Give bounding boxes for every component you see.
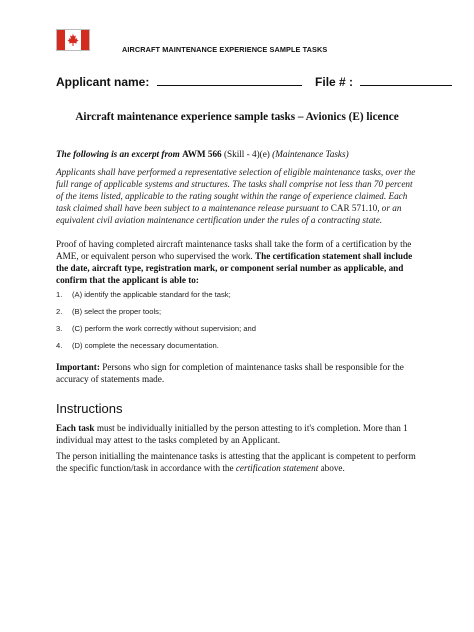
instructions-heading: Instructions: [56, 401, 123, 416]
excerpt-line: [56, 148, 418, 160]
file-number-label: File # :: [315, 75, 354, 89]
list-item: 2. (B) select the proper tools;: [56, 307, 162, 316]
allowance-text-1: Applicants shall have performed a representative selection of eligible maintenance tasks, over the full range of applicable systems and structures. The tasks shall comprise not less than 70 percent of the items listed, applicable to the rating sought within the range of experience claimed. Each task claimed shall have been subject to a maintenance release pursuant to: [56, 167, 416, 213]
excerpt-skill: (Skill - 4)(e): [223, 149, 270, 159]
header-title: AIRCRAFT MAINTENANCE EXPERIENCE SAMPLE TASKS: [122, 45, 328, 54]
file-number-field[interactable]: [360, 74, 452, 86]
list-item: 1. (A) identify the applicable standard for the task;: [56, 290, 231, 299]
important-label: Important:: [56, 362, 100, 372]
important-paragraph: [56, 361, 418, 385]
each-task-paragraph: [56, 422, 418, 446]
each-task-label: Each task: [56, 423, 95, 433]
list-item: 3. (C) perform the work correctly without supervision; and: [56, 324, 257, 333]
excerpt-ref: AWM 566: [182, 149, 222, 159]
list-item: 4. (D) complete the necessary documentation.: [56, 341, 219, 350]
document-title: Aircraft maintenance experience sample tasks – Avionics (E) licence: [75, 111, 399, 123]
initialling-text-1: The person initialling the maintenance tasks is attesting that the applicant is competent to perform the specific function/task in accordance with the: [56, 451, 416, 473]
excerpt-lead: The following is an excerpt from: [56, 149, 180, 159]
initialling-text-2: above.: [320, 463, 345, 473]
initialling-paragraph: [56, 450, 418, 474]
task-list: [56, 290, 416, 358]
proof-bold-text: The certification statement shall include the date, aircraft type, registration mark, or component serial number as applicable, and confirm that the applicant is able to:: [56, 251, 413, 285]
applicant-name-label: Applicant name:: [56, 75, 150, 89]
allowance-paragraph: [56, 166, 418, 226]
each-task-text: must be individually initialled by the person attesting to it's completion. More than 1 individual may attest to the tasks completed by an Applicant.: [56, 423, 408, 445]
allowance-text-2: , or an equivalent civil aviation maintenance certification under the rules of a contracting state.: [56, 203, 402, 225]
proof-paragraph: [56, 238, 418, 286]
important-text: Persons who sign for completion of maintenance tasks shall be responsible for the accuracy of statements made.: [56, 362, 404, 384]
certification-statement-ref: certification statement: [235, 463, 319, 473]
proof-text: Proof of having completed aircraft maintenance tasks shall take the form of a certification by the AME, or equivalent person who supervised the work.: [56, 239, 412, 261]
applicant-name-field[interactable]: [157, 74, 302, 86]
applicant-row: [56, 74, 426, 89]
excerpt-section: (Maintenance Tasks): [272, 149, 349, 159]
car-reference: CAR 571.10: [330, 203, 378, 213]
